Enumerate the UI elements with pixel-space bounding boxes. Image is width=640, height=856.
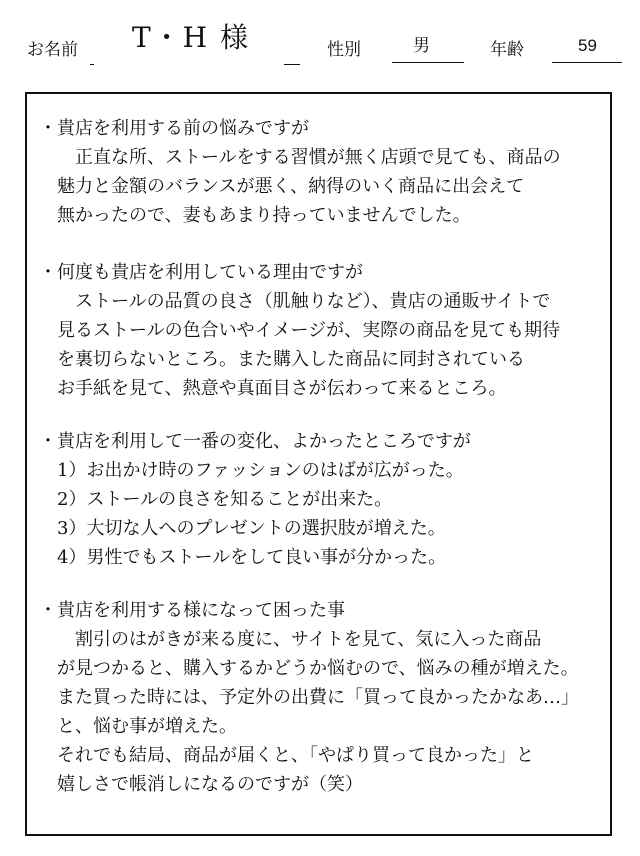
form-header [0,0,640,80]
section-before-use [39,114,607,230]
name-value: T・H 様 [132,21,250,54]
section-line: 嬉しさで帳消しになるのですが（笑） [39,774,363,795]
list-item: 3）大切な人へのプレゼントの選択肢が増えた。 [39,518,446,539]
section-line: と、悩む事が増えた。 [39,716,237,737]
gender-underline [392,62,464,63]
section-line: ストールの品質の良さ（肌触りなど）、貴店の通販サイトで [39,291,551,312]
section-line: 正直な所、ストールをする習慣が無く店頭で見ても、商品の [39,147,561,168]
section-changes [39,427,607,572]
section-title: ・何度も貴店を利用している理由ですが [39,262,363,283]
section-title: ・貴店を利用して一番の変化、よかったところですが [39,431,471,452]
answer-box [25,92,612,836]
section-title: ・貴店を利用する様になって困った事 [39,600,345,621]
section-line: お手紙を見て、熱意や真面目さが伝わって来るところ。 [39,378,507,399]
section-reasons [39,258,607,403]
section-line: が見つかると、購入するかどうか悩むので、悩みの種が増えた。 [39,658,579,679]
section-line: 魅力と金額のバランスが悪く、納得のいく商品に出会えて [39,176,525,197]
list-item: 1）お出かけ時のファッションのはばが広がった。 [39,460,464,481]
section-line: 割引のはがきが来る度に、サイトを見て、気に入った商品 [39,629,542,650]
section-title: ・貴店を利用する前の悩みですが [39,118,309,139]
section-line: を裏切らないところ。また購入した商品に同封されている [39,349,525,370]
name-underline-dot [90,64,94,65]
section-line: それでも結局、商品が届くと、「やぱり買って良かった」と [39,745,534,766]
name-label: お名前 [27,40,78,60]
age-value: 59 [578,36,597,55]
section-troubles [39,596,607,799]
list-item: 4）男性でもストールをして良い事が分かった。 [39,547,447,568]
section-line: 無かったので、妻もあまり持っていませんでした。 [39,205,471,226]
name-underline-dash [284,64,300,65]
gender-label: 性別 [327,40,361,60]
section-line: また買った時には、予定外の出費に「買って良かったかなあ…」 [39,687,579,708]
age-label: 年齢 [490,40,524,60]
age-underline [552,62,622,63]
gender-value: 男 [413,36,430,56]
section-line: 見るストールの色合いやイメージが、実際の商品を見ても期待 [39,320,561,341]
list-item: 2）ストールの良さを知ることが出来た。 [39,489,393,510]
